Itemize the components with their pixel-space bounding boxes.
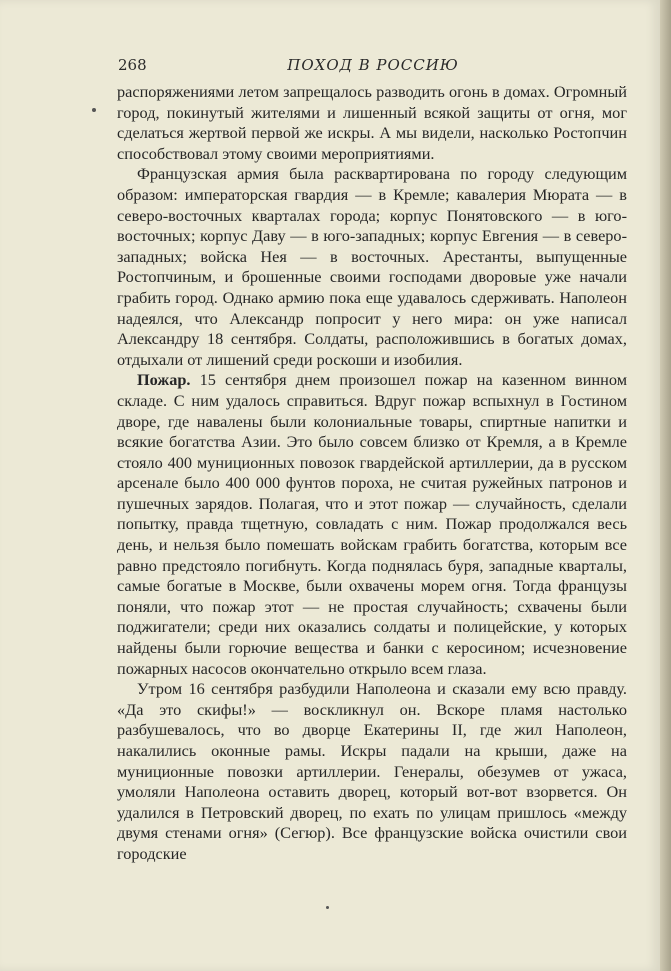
margin-speck [92,108,96,112]
body-text [117,82,627,865]
page-header [118,54,628,80]
running-title: ПОХОД В РОССИЮ [287,56,459,74]
paragraph-napoleon: Утром 16 сентября разбудили Наполеона и сказали ему всю правду. «Да это скифы!» — воскликнул он. Вскоре пламя настолько разбушевалось, что во дворце Екатерины II, где жил Наполеон, накалились оконные рамы. Искры падали на крыши, даже на муниционные повозки артиллерии. Генералы, обезумев от ужаса, умоляли Наполеона оставить дворец, который вот-вот взорвется. Он удалился в Петровский дворец, по ехать по улицам пришлось «между двумя стенами огня» (Сегюр). Все французские войска очистили свои городские [117,679,627,863]
run-in-heading: Пожар. [137,370,191,390]
page-number: 268 [118,56,147,74]
page-speck [326,906,329,909]
paragraph-army-quarters: Французская армия была расквартирована по городу следующим образом: императорская гвардия — в Кремле; кавалерия Мюрата — в северо-восточных кварталах города; корпус Понятовского — в юго-восточных; корпус Даву — в юго-западных; корпус Евгения — в северо-западных; войска Нея — в восточных. Арестанты, выпущенные Ростопчиным, и брошенные своими господами дворовые уже начали грабить город. Однако армию пока еще удавалось сдерживать. Наполеон надеялся, что Александр попросит у него мира: он уже написал Александру 18 сентября. Солдаты, расположившись в богатых домах, отдыхали от лишений среди роскоши и изобилия. [117,164,627,369]
page-edge [660,0,671,971]
paragraph-fire: Пожар. 15 сентября днем произошел пожар на казенном винном складе. С ним удалось справиться. Вдруг пожар вспыхнул в Гостином дворе, где навалены были колониальные товары, спиртные напитки и всякие богатства Азии. Это было совсем близко от Кремля, а в Кремле стояло 400 муниционных повозок гвардейской артиллерии, да в русском арсенале было 400 000 фунтов пороха, не считая ружейных патронов и пушечных зарядов. Полагая, что и этот пожар — случайность, сделали попытку, правда тщетную, совладать с ним. Пожар продолжался весь день, и нельзя было помешать войскам грабить богатства, которым все равно предстояло погибнуть. Когда поднялась буря, западные кварталы, самые богатые в Москве, были охвачены морем огня. Тогда французы поняли, что пожар этот — не простая случайность; схвачены были поджигатели; среди них оказались солдаты и полицейские, у которых найдены были горючие вещества и банки с керосином; исчезновение пожарных насосов окончательно открыло всем глаза. [117,370,628,678]
paragraph-continuation: распоряжениями летом запрещалось разводить огонь в домах. Огромный город, покинутый жителями и лишенный всякой защиты от огня, мог сделаться жертвой первой же искры. А мы видели, насколько Ростопчин способствовал этому своими мероприятиями. [117,82,627,163]
